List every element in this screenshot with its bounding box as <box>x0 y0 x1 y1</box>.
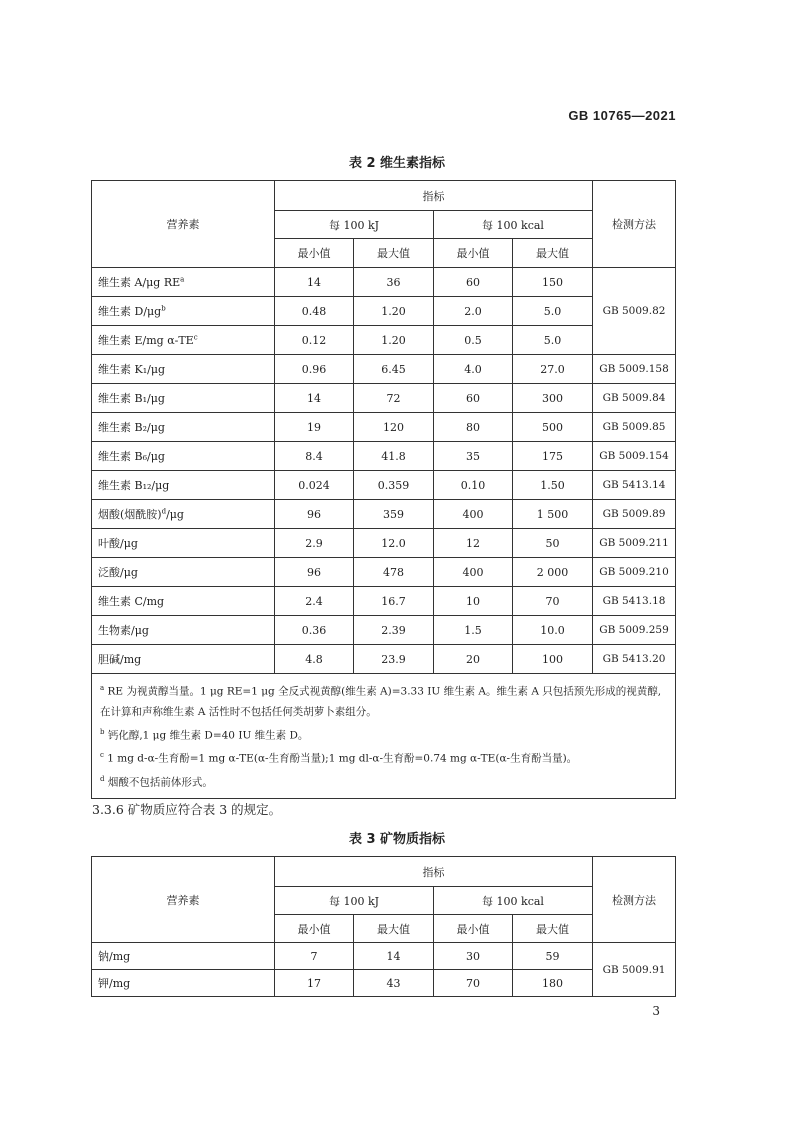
table-row <box>92 616 676 645</box>
value-kcal-max: 100 <box>513 645 593 674</box>
value-kj-min: 14 <box>275 384 354 413</box>
value-kcal-min: 12 <box>434 529 513 558</box>
header-per-kcal: 每 100 kcal <box>434 211 593 239</box>
value-kj-max: 12.0 <box>354 529 434 558</box>
method-cell: GB 5009.89 <box>593 500 676 529</box>
value-kj-max: 16.7 <box>354 587 434 616</box>
table-row <box>92 268 676 297</box>
footnote: $^c$ 1 mg d-α-生育酚=1 mg α-TE(α-生育酚当量);1 mg dl-α-生育酚=0.74 mg α-TE(α-生育酚当量)。 <box>100 751 578 765</box>
value-kj-max: 43 <box>354 970 434 997</box>
value-kcal-max: 300 <box>513 384 593 413</box>
table-row <box>92 471 676 500</box>
header-per-kcal: 每 100 kcal <box>434 887 593 915</box>
method-cell: GB 5413.18 <box>593 587 676 616</box>
value-kcal-min: 2.0 <box>434 297 513 326</box>
value-kj-max: 0.359 <box>354 471 434 500</box>
table-row <box>92 442 676 471</box>
header-method: 检测方法 <box>593 181 676 268</box>
header-kcal-min: 最小值 <box>434 239 513 268</box>
table-row <box>92 943 676 970</box>
value-kcal-min: 70 <box>434 970 513 997</box>
header-nutrient: 营养素 <box>92 857 275 943</box>
value-kj-max: 36 <box>354 268 434 297</box>
header-kcal-max: 最大值 <box>513 239 593 268</box>
value-kcal-max: 1 500 <box>513 500 593 529</box>
header-kj-max: 最大值 <box>354 915 434 943</box>
value-kcal-min: 400 <box>434 558 513 587</box>
value-kcal-max: 70 <box>513 587 593 616</box>
value-kcal-min: 0.5 <box>434 326 513 355</box>
value-kj-max: 1.20 <box>354 297 434 326</box>
method-cell: GB 5009.154 <box>593 442 676 471</box>
value-kj-max: 14 <box>354 943 434 970</box>
table-row <box>92 529 676 558</box>
nutrient-name: 泛酸/μg <box>92 558 275 587</box>
header-kj-min: 最小值 <box>275 239 354 268</box>
header-kcal-min: 最小值 <box>434 915 513 943</box>
value-kj-max: 478 <box>354 558 434 587</box>
value-kj-min: 17 <box>275 970 354 997</box>
table-row <box>92 500 676 529</box>
value-kj-max: 72 <box>354 384 434 413</box>
nutrient-name: 维生素 K₁/μg <box>92 355 275 384</box>
header-nutrient: 营养素 <box>92 181 275 268</box>
header-per-kj: 每 100 kJ <box>275 887 434 915</box>
footnote: $^b$ 钙化醇,1 μg 维生素 D=40 IU 维生素 D。 <box>100 727 309 741</box>
method-cell: GB 5009.259 <box>593 616 676 645</box>
value-kj-max: 1.20 <box>354 326 434 355</box>
value-kcal-min: 20 <box>434 645 513 674</box>
footnote: $^a$ RE 为视黄醇当量。1 μg RE=1 μg 全反式视黄醇(维生素 A)=3.33 IU 维生素 A。维生素 A 只包括预先形成的视黄醇,在计算和声称维生素 A 活性时不包括任何类胡萝卜素组分。 <box>100 684 662 718</box>
method-cell: GB 5009.158 <box>593 355 676 384</box>
value-kj-min: 8.4 <box>275 442 354 471</box>
footnote: $^d$ 烟酸不包括前体形式。 <box>100 774 213 788</box>
table-row <box>92 384 676 413</box>
value-kj-min: 0.024 <box>275 471 354 500</box>
value-kj-max: 359 <box>354 500 434 529</box>
nutrient-name: 维生素 E/mg $\alpha-TE^c$ <box>92 326 275 355</box>
value-kj-min: 0.96 <box>275 355 354 384</box>
table-2-caption: 表 2 维生素指标 <box>348 156 446 171</box>
value-kj-min: 14 <box>275 268 354 297</box>
method-cell: GB 5009.85 <box>593 413 676 442</box>
value-kj-max: 6.45 <box>354 355 434 384</box>
value-kj-min: 2.4 <box>275 587 354 616</box>
value-kcal-max: 2 000 <box>513 558 593 587</box>
nutrient-name: 叶酸/μg <box>92 529 275 558</box>
nutrient-name: 烟酸(烟酰胺)$^d$/μg <box>92 500 275 529</box>
table-row <box>92 297 676 326</box>
value-kcal-min: 10 <box>434 587 513 616</box>
value-kj-min: 7 <box>275 943 354 970</box>
value-kcal-max: 150 <box>513 268 593 297</box>
value-kj-max: 41.8 <box>354 442 434 471</box>
value-kcal-max: 180 <box>513 970 593 997</box>
table-row <box>92 970 676 997</box>
table-row <box>92 413 676 442</box>
value-kj-max: 23.9 <box>354 645 434 674</box>
standard-code: GB 10765—2021 <box>568 108 676 123</box>
value-kcal-max: 10.0 <box>513 616 593 645</box>
header-per-kj: 每 100 kJ <box>275 211 434 239</box>
method-cell: GB 5413.14 <box>593 471 676 500</box>
value-kj-min: 0.12 <box>275 326 354 355</box>
table-row <box>92 326 676 355</box>
nutrient-name: 维生素 B₆/μg <box>92 442 275 471</box>
value-kcal-min: 4.0 <box>434 355 513 384</box>
value-kcal-min: 30 <box>434 943 513 970</box>
value-kcal-min: 60 <box>434 384 513 413</box>
value-kcal-min: 35 <box>434 442 513 471</box>
value-kcal-min: 60 <box>434 268 513 297</box>
method-cell: GB 5009.91 <box>593 943 676 997</box>
nutrient-name: 维生素 C/mg <box>92 587 275 616</box>
value-kcal-max: 5.0 <box>513 297 593 326</box>
nutrient-name: 钾/mg <box>92 970 275 997</box>
page-number: 3 <box>652 1004 660 1018</box>
method-cell: GB 5009.210 <box>593 558 676 587</box>
vitamin-table <box>91 180 676 799</box>
value-kcal-max: 27.0 <box>513 355 593 384</box>
method-cell: GB 5413.20 <box>593 645 676 674</box>
value-kj-min: 0.36 <box>275 616 354 645</box>
value-kj-min: 96 <box>275 558 354 587</box>
method-cell: GB 5009.211 <box>593 529 676 558</box>
value-kcal-max: 59 <box>513 943 593 970</box>
value-kcal-max: 500 <box>513 413 593 442</box>
value-kcal-min: 80 <box>434 413 513 442</box>
value-kcal-min: 400 <box>434 500 513 529</box>
nutrient-name: 维生素 B₁/μg <box>92 384 275 413</box>
table-3-caption: 表 3 矿物质指标 <box>348 832 446 847</box>
value-kcal-max: 50 <box>513 529 593 558</box>
nutrient-name: 生物素/μg <box>92 616 275 645</box>
header-kcal-max: 最大值 <box>513 915 593 943</box>
value-kj-max: 2.39 <box>354 616 434 645</box>
table-row <box>92 355 676 384</box>
nutrient-name: 维生素 B₂/μg <box>92 413 275 442</box>
nutrient-name: 维生素 $D/\mu g^b$ <box>92 297 275 326</box>
nutrient-name: 维生素 B₁₂/μg <box>92 471 275 500</box>
header-indicator: 指标 <box>275 857 593 887</box>
method-cell: GB 5009.82 <box>593 268 676 355</box>
table-row <box>92 645 676 674</box>
mineral-table <box>91 856 676 997</box>
value-kcal-max: 1.50 <box>513 471 593 500</box>
value-kcal-min: 0.10 <box>434 471 513 500</box>
header-method: 检测方法 <box>593 857 676 943</box>
value-kj-min: 0.48 <box>275 297 354 326</box>
value-kj-min: 19 <box>275 413 354 442</box>
section-3-3-6-text: 3.3.6 矿物质应符合表 3 的规定。 <box>92 802 282 817</box>
header-kj-max: 最大值 <box>354 239 434 268</box>
table-row <box>92 558 676 587</box>
header-indicator: 指标 <box>275 181 593 211</box>
value-kcal-min: 1.5 <box>434 616 513 645</box>
value-kj-min: 96 <box>275 500 354 529</box>
nutrient-name: 维生素 A/μg $RE^a$ <box>92 268 275 297</box>
value-kj-max: 120 <box>354 413 434 442</box>
table-2-footnotes <box>92 674 676 799</box>
nutrient-name: 胆碱/mg <box>92 645 275 674</box>
method-cell: GB 5009.84 <box>593 384 676 413</box>
table-row <box>92 587 676 616</box>
nutrient-name: 钠/mg <box>92 943 275 970</box>
value-kcal-max: 175 <box>513 442 593 471</box>
value-kj-min: 2.9 <box>275 529 354 558</box>
header-kj-min: 最小值 <box>275 915 354 943</box>
value-kj-min: 4.8 <box>275 645 354 674</box>
value-kcal-max: 5.0 <box>513 326 593 355</box>
